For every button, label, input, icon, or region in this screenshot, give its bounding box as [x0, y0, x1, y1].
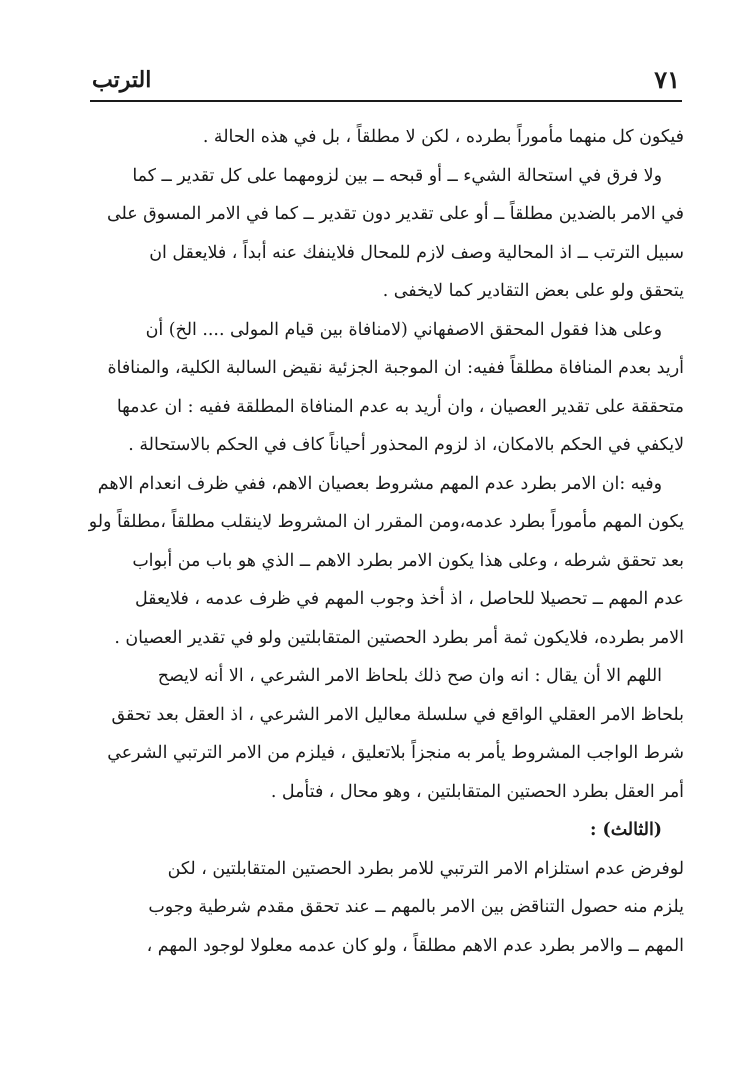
running-title: الترتب [92, 67, 152, 93]
text-line: المهم ــ والامر بطرد عدم الاهم مطلقاً ، ولو كان عدمه معلولا لوجود المهم ، [146, 935, 684, 956]
text-line: الامر بطرده، فلايكون ثمة أمر بطرد الحصتين المتقابلتين ولو في تقدير العصيان . [114, 627, 684, 648]
text-line: يلزم منه حصول التناقض بين الامر بالمهم ــ عند تحقق مقدم شرطية وجوب [148, 897, 684, 917]
text-line: متحققة على تقدير العصيان ، وان أريد به عدم المنافاة المطلقة ففيه : ان عدمها [116, 396, 684, 417]
header-rule [90, 100, 682, 102]
section-heading: (الثالث) : [590, 820, 662, 840]
text-line: أمر العقل بطرد الحصتين المتقابلتين ، وهو محال ، فتأمل . [270, 781, 684, 802]
page-number: ٧١ [654, 65, 680, 94]
text-line: وفيه :ان الامر بطرد عدم المهم مشروط بعصيان الاهم، ففي ظرف انعدام الاهم [97, 473, 662, 494]
text-line: شرط الواجب المشروط يأمر به منجزاً بلاتعليق ، فيلزم من الامر الترتبي الشرعي [107, 743, 684, 763]
text-line: لايكفي في الحكم بالامكان، اذ لزوم المحذور أحياناً كاف في الحكم بالاستحالة . [128, 435, 684, 455]
text-line: لوفرض عدم استلزام الامر الترتبي للامر بطرد الحصتين المتقابلتين ، لكن [167, 858, 684, 879]
text-line: عدم المهم ــ تحصيلا للحاصل ، اذ أخذ وجوب المهم في ظرف عدمه ، فلايعقل [134, 589, 684, 609]
text-line: فيكون كل منهما مأموراً بطرده ، لكن لا مطلقاً ، بل في هذه الحالة . [202, 127, 684, 147]
text-line: سبيل الترتب ــ اذ المحالية وصف لازم للمحال فلاينفك عنه أبداً ، فلايعقل ان [149, 242, 684, 263]
text-line: في الامر بالضدين مطلقاً ــ أو على تقدير دون تقدير ــ كما في الامر المسوق على [106, 204, 684, 224]
text-line: ولا فرق في استحالة الشيء ــ أو قبحه ــ بين لزومهما على كل تقدير ــ كما [132, 165, 662, 186]
text-line: اللهم الا أن يقال : انه وان صح ذلك بلحاظ الامر الشرعي ، الا أنه لايصح [157, 666, 662, 686]
text-line: بلحاظ الامر العقلي الواقع في سلسلة معاليل الامر الشرعي ، اذ العقل بعد تحقق [111, 704, 684, 725]
text-line: أريد بعدم المنافاة مطلقاً ففيه: ان الموجبة الجزئية نقيض السالبة الكلية، والمنافاة [107, 358, 684, 378]
text-line: بعد تحقق شرطه ، وعلى هذا يكون الامر بطرد الاهم ــ الذي هو باب من أبواب [132, 550, 684, 571]
text-line: يكون المهم مأموراً بطرد عدمه،ومن المقرر ان المشروط لاينقلب مطلقاً ،مطلقاً ولو [88, 512, 684, 532]
page-header [92, 62, 680, 98]
text-line: يتحقق ولو على بعض التقادير كما لايخفى . [382, 281, 684, 301]
body-text [70, 118, 684, 965]
text-line: وعلى هذا فقول المحقق الاصفهاني (لامنافاة بين قيام المولى .... الخ) أن [145, 319, 662, 340]
